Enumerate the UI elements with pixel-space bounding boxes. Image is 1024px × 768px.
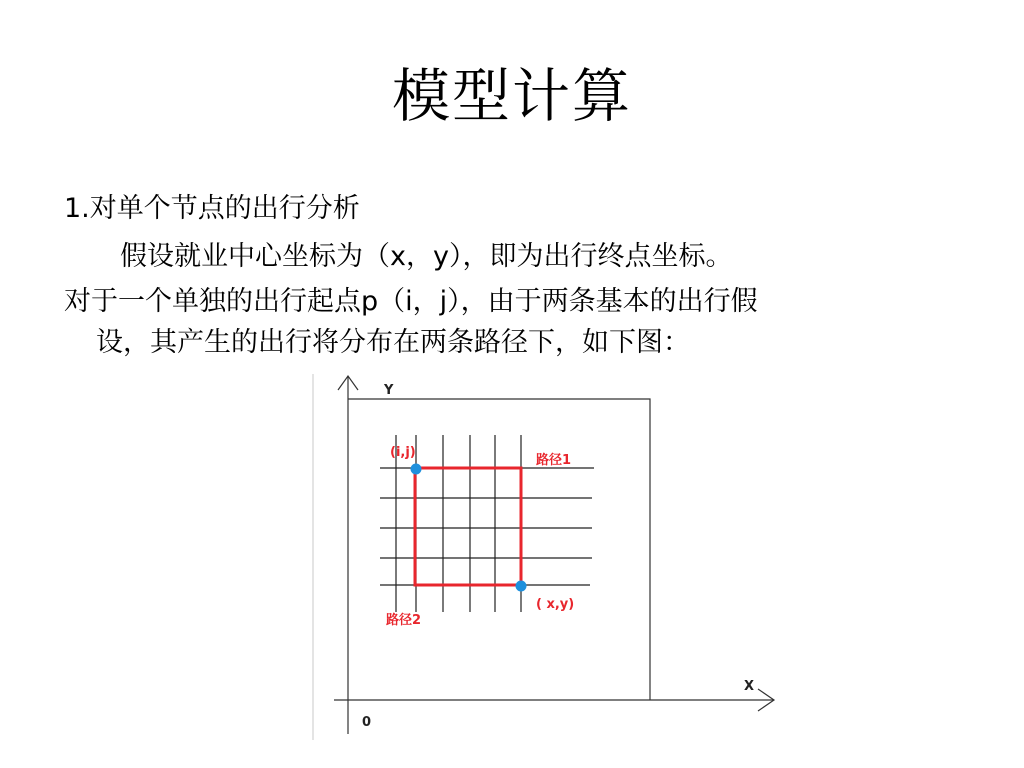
end-point-label: ( x,y) [536,597,575,612]
route1-label: 路径1 [536,453,572,468]
route2-label: 路径2 [386,613,422,628]
text-line-2: 假设就业中心坐标为（x，y），即为出行终点坐标。 [120,241,733,272]
route-diagram [312,372,782,742]
text-line-1: 1.对单个节点的出行分析 [64,193,360,224]
start-point-label: (i,j) [390,445,416,460]
end-point [516,581,527,592]
text-line-3: 对于一个单独的出行起点p（i，j），由于两条基本的出行假 [64,286,758,317]
grid-horizontal-lines [380,468,594,585]
start-point [411,464,422,475]
slide-title: 模型计算 [391,62,632,130]
y-axis-label: Y [384,383,394,398]
route-diagram-svg [312,372,782,742]
route-rectangle [415,468,521,585]
x-axis-label: X [744,679,755,694]
origin-label: 0 [362,715,372,730]
text-line-4: 设，其产生的出行将分布在两条路径下，如下图： [96,327,690,358]
